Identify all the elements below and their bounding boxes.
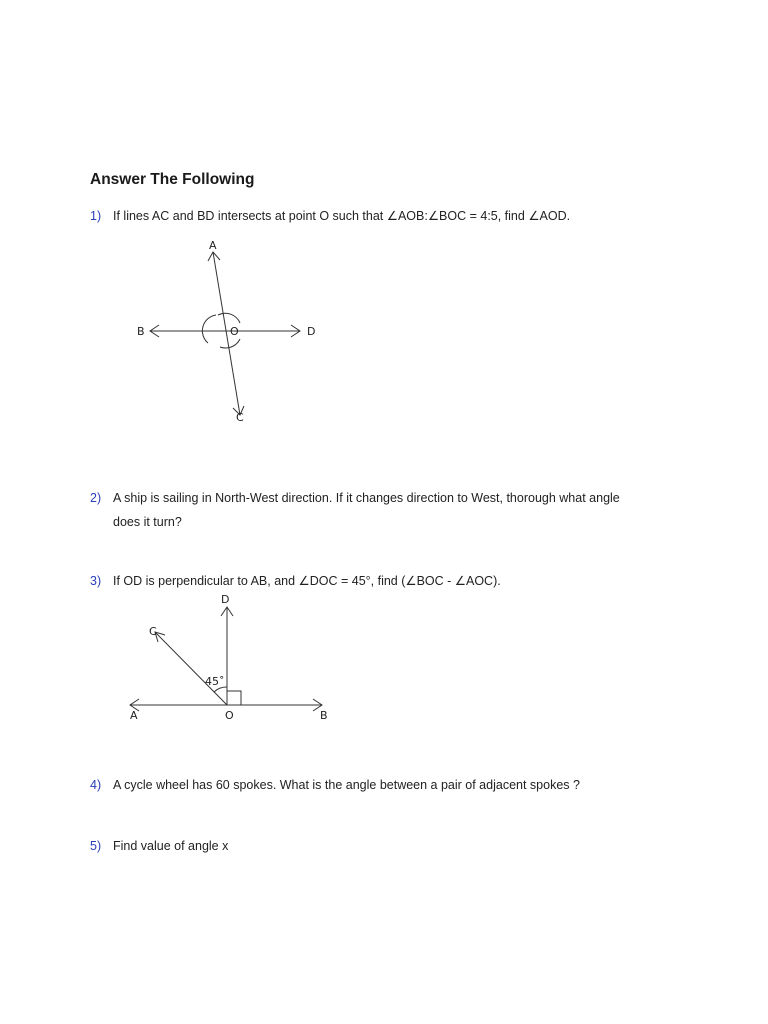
label-a: A bbox=[209, 239, 217, 252]
question-text: If OD is perpendicular to AB, and ∠DOC = 45°, find (∠BOC - ∠AOC). bbox=[113, 574, 501, 588]
question-number: 2) bbox=[90, 491, 102, 505]
right-angle-marker bbox=[227, 691, 241, 705]
question-text: A cycle wheel has 60 spokes. What is the angle between a pair of adjacent spokes ? bbox=[113, 778, 580, 792]
question-number: 1) bbox=[90, 209, 102, 223]
label-c: C bbox=[236, 411, 244, 424]
question-number: 3) bbox=[90, 574, 102, 588]
label-o: O bbox=[225, 709, 234, 722]
angle-arc-bottom bbox=[220, 339, 240, 348]
label-angle-45: 45˚ bbox=[205, 675, 225, 688]
question-text: Find value of angle x bbox=[113, 839, 229, 853]
angle-arc-left bbox=[202, 315, 216, 343]
question-number: 4) bbox=[90, 778, 102, 792]
figure-intersecting-lines bbox=[130, 235, 330, 430]
label-d: D bbox=[221, 593, 230, 606]
question-number: 5) bbox=[90, 839, 102, 853]
question-text: If lines AC and BD intersects at point O such that ∠AOB:∠BOC = 4:5, find ∠AOD. bbox=[113, 209, 571, 223]
label-c: C bbox=[149, 625, 157, 638]
label-b: B bbox=[137, 325, 145, 338]
label-a: A bbox=[130, 709, 138, 722]
label-o: O bbox=[230, 325, 239, 338]
question-text bbox=[113, 486, 673, 534]
label-d: D bbox=[307, 325, 316, 338]
figure-perpendicular-lines bbox=[125, 590, 345, 730]
question-text-line-1: A ship is sailing in North-West direction. If it changes direction to West, thorough what angle bbox=[113, 491, 620, 505]
angle-arc-top bbox=[218, 313, 240, 323]
question-text-line-2: does it turn? bbox=[113, 515, 182, 529]
label-b: B bbox=[320, 709, 328, 722]
line-oc bbox=[155, 632, 227, 705]
page-title: Answer The Following bbox=[90, 171, 255, 188]
